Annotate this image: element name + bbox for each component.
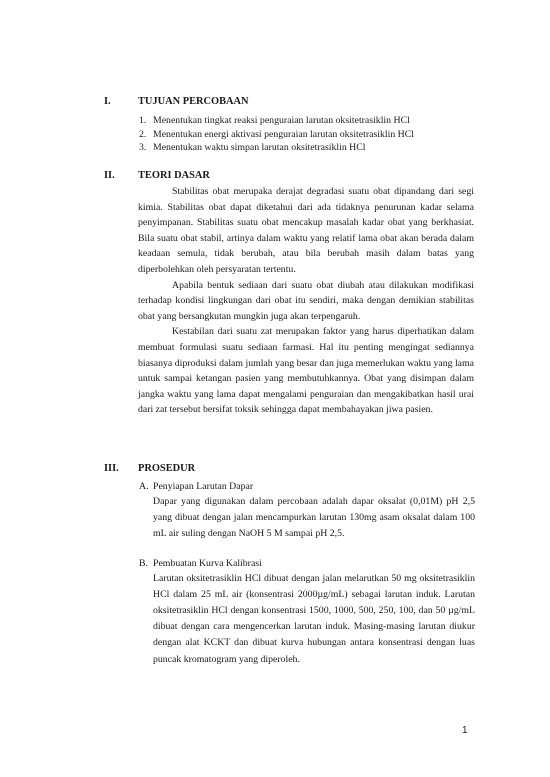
list-item: 1. Menentukan tingkat reaksi penguraian larutan oksitetrasiklin HCl xyxy=(139,115,410,126)
section-heading xyxy=(104,170,476,184)
section-prosedur xyxy=(104,463,476,668)
objective-list xyxy=(104,114,476,155)
paragraph: Apabila bentuk sediaan dari suatu obat diubah atau dilakukan modifikasi terhadap kondisi lingkungan dari obat itu sendiri, maka dengan demikian stabilitas obat yang bersangkutan mungkin juga akan terpengaruh. xyxy=(138,279,474,322)
section-title: TUJUAN PERCOBAAN xyxy=(138,96,249,107)
paragraph: Stabilitas obat merupaka derajat degradasi suatu obat dipandang dari segi kimia. Stabilitas obat dapat diketahui dari ada tidaknya penurunan kadar selama penyimpanan. Stabilitas suatu obat mencakup masalah kadar obat yang berkhasiat. Bila suatu obat stabil, artinya dalam waktu yang relatif lama obat akan berada dalam keadaan semula, tidak berubah, atau bila berubah masih dalam batas yang diperbolehkan oleh persyaratan tertentu. xyxy=(138,186,474,275)
section-number: I. xyxy=(104,96,111,107)
subsection-dapar xyxy=(104,480,476,543)
subsection-body: Larutan oksitetrasiklin HCl dibuat dengan jalan melarutkan 50 mg oksitetrasiklin HCl dalam 25 mL air (konsentrasi 2000µg/mL) sebagai larutan induk. Larutan oksitetrasiklin HCl dengan konsentrasi 1500, 1000, 500, 250, 100, dan 50 µg/mL dibuat dengan cara mengencerkan larutan induk. Masing-masing larutan diukur dengan alat KCKT dan dibuat kurva hubungan antara konsentrasi dengan luas puncak kromatogram yang diperoleh. xyxy=(153,572,475,665)
section-heading xyxy=(104,463,476,477)
subsection-kurva-kalibrasi xyxy=(104,557,476,668)
subsection-heading: B. Pembuatan Kurva Kalibrasi xyxy=(139,557,262,569)
list-item: 2. Menentukan energi aktivasi penguraian larutan oksitetrasiklin HCl xyxy=(139,128,414,140)
subsection-heading: A. Penyiapan Larutan Dapar xyxy=(139,481,254,492)
section-title: TEORI DASAR xyxy=(138,170,210,181)
section-number: III. xyxy=(104,463,119,474)
section-heading xyxy=(104,96,476,110)
section-teori-dasar xyxy=(104,170,476,418)
paragraph: Kestabilan dari suatu zat merupakan faktor yang harus diperhatikan dalam membuat formulasi suatu sediaan farmasi. Hal itu penting mengingat sediannya biasanya diproduksi dalam jumlah yang besar dan juga memerlukan waktu yang lama untuk sampai ketangan pasien yang membutuhkannya. Obat yang disimpan dalam jangka waktu yang lama dapat mengalami penguraian dan mengakibatkan hasil urai dari zat tersebut bersifat toksik sehingga dapat membahayakan jiwa pasien. xyxy=(138,326,474,416)
subsection-body: Dapar yang digunakan dalam percobaan adalah dapar oksalat (0,01M) pH 2,5 yang dibuat dengan jalan mencampurkan larutan 130mg asam oksalat dalam 100 mL air suling dengan NaOH 5 M sampai pH 2,5. xyxy=(153,496,475,540)
section-number: II. xyxy=(104,170,115,181)
section-title: PROSEDUR xyxy=(138,463,196,474)
section-tujuan xyxy=(104,96,476,155)
list-item: 3. Menentukan waktu simpan larutan oksitetrasiklin HCl xyxy=(139,142,366,154)
page-number: 1 xyxy=(462,725,468,736)
